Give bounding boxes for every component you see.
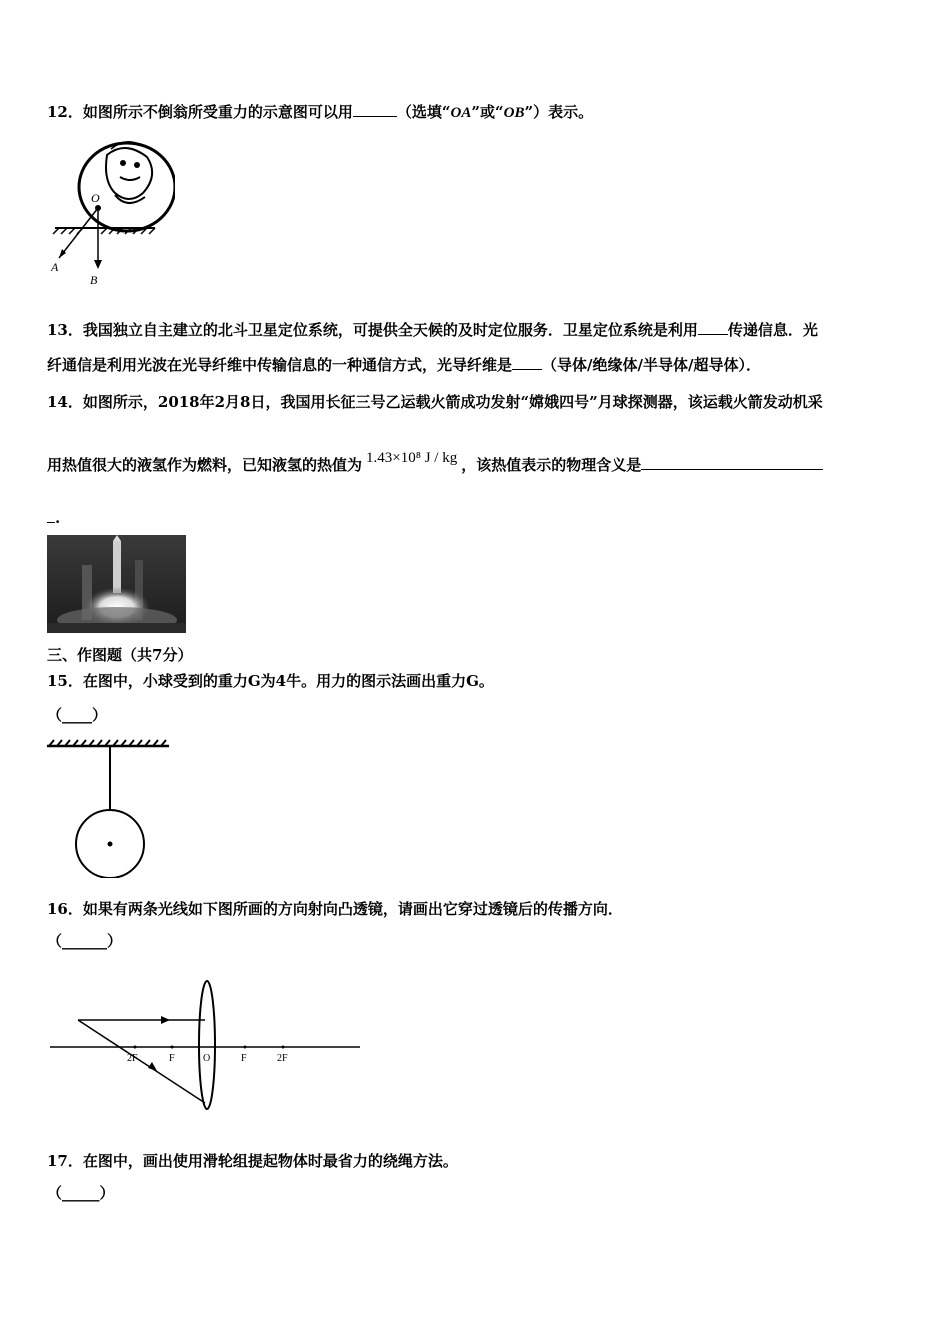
q14-text3: .: [55, 509, 61, 527]
q14-line1: [47, 392, 823, 412]
q12-blank: [353, 102, 397, 117]
q13-text1-after: 传递信息．光: [727, 321, 818, 339]
label-b: B: [90, 273, 98, 287]
q12-line: [47, 102, 593, 123]
q14-text1: 如图所示，2018年2月8日，我国用长征三号乙运载火箭成功发射“嫦娥四号”月球探测器，该运载火箭发动机采: [82, 393, 823, 411]
q13-text2-after: （导体/绝缘体/半导体/超导体）．: [542, 356, 761, 374]
q12-text-mid2: ”或“: [471, 103, 504, 121]
label-2f-right: 2F: [277, 1053, 288, 1064]
q17-line: [47, 1151, 458, 1171]
ray-focus-arrow: [148, 1062, 157, 1071]
q13-text1: 我国独立自主建立的北斗卫星定位系统，可提供全天候的及时定位服务．卫星定位系统是利用: [82, 321, 698, 339]
q15-number: 15．: [47, 672, 83, 690]
q13-line1: [47, 320, 818, 340]
tumbler-body: [79, 142, 175, 231]
q14-rocket-photo: [47, 535, 186, 633]
q13-blank1: [698, 320, 728, 335]
q12-text-mid1: （选填“: [396, 103, 451, 121]
q14-line2: [47, 450, 823, 476]
q14-blank-cont: [47, 508, 55, 523]
convex-lens: [199, 981, 215, 1109]
rocket: [113, 541, 121, 593]
q13-blank2: [512, 355, 542, 370]
q12-text-before: 如图所示不倒翁所受重力的示意图可以用: [82, 103, 353, 121]
label-2f-left: 2F: [127, 1053, 138, 1064]
q14-line3: [47, 508, 60, 528]
q14-number: 14．: [47, 393, 83, 411]
q12-opt-b: OB: [503, 105, 525, 121]
q15-blank: （____）: [47, 706, 108, 724]
q16-text: 如果有两条光线如下图所画的方向射向凸透镜，请画出它穿过透镜后的传播方向．: [82, 900, 623, 918]
q13-text2-before: 纤通信是利用光波在光导纤维中传输信息的一种通信方式，光导纤维是: [47, 356, 513, 374]
q16-number: 16．: [47, 900, 83, 918]
q12-opt-a: OA: [450, 105, 472, 121]
label-f-left: F: [169, 1053, 175, 1064]
q16-blank: （______）: [47, 932, 123, 950]
label-a: A: [51, 260, 59, 274]
q14-text2-before: 用热值很大的液氢作为燃料，已知液氢的热值为: [47, 456, 363, 474]
ray-through-focus: [78, 1020, 205, 1103]
arrow-ob-head: [94, 260, 102, 269]
q12-text-after: ”）表示。: [524, 103, 594, 121]
q15-line: [47, 671, 494, 691]
ray-parallel-arrow: [161, 1016, 170, 1024]
q13-number: 13．: [47, 321, 83, 339]
arrow-oa: [59, 208, 98, 258]
label-f-right: F: [241, 1053, 247, 1064]
label-o: O: [203, 1053, 211, 1064]
q14-blank: [641, 455, 823, 470]
q14-heat-value: 1.43×10⁸ J / kg: [366, 450, 458, 466]
q14-text2-after: ，该热值表示的物理含义是: [461, 456, 642, 474]
q12-tumbler-figure: [45, 135, 175, 290]
q16-lens-figure: [45, 975, 365, 1115]
q13-line2: [47, 355, 761, 375]
ball-center: [108, 842, 113, 847]
q15-pendulum-figure: [45, 738, 175, 878]
label-o: O: [91, 191, 100, 205]
q12-number: 12．: [47, 103, 83, 121]
q15-text: 在图中，小球受到的重力G为4牛。用力的图示法画出重力G。: [82, 672, 494, 690]
q17-blank: （_____）: [47, 1184, 115, 1202]
q17-number: 17．: [47, 1152, 83, 1170]
section3-title: 三、作图题（共7分）: [47, 646, 193, 664]
q17-text: 在图中，画出使用滑轮组提起物体时最省力的绕绳方法。: [82, 1152, 458, 1170]
q16-line: [47, 899, 623, 919]
